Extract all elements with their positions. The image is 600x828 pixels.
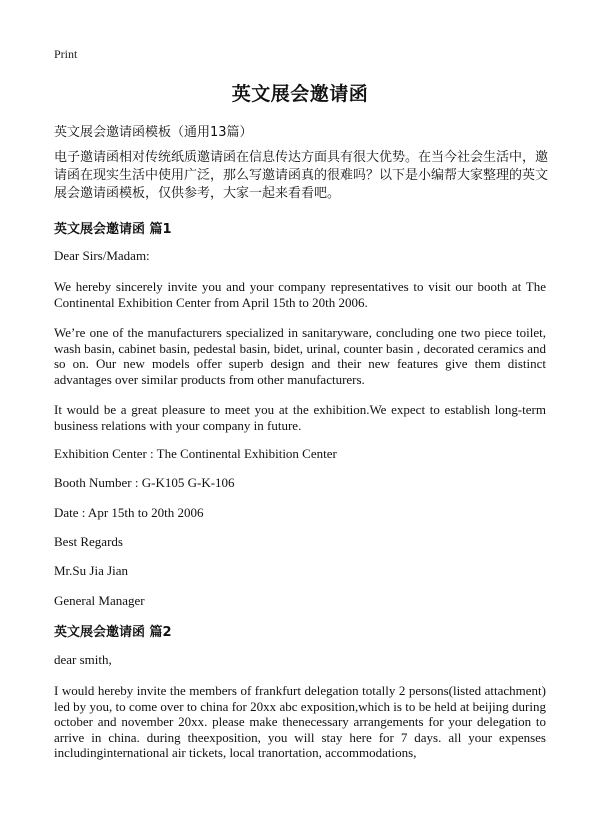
section-heading-2: 英文展会邀请函 篇2 (54, 625, 172, 640)
salutation-1: Dear Sirs/Madam: (54, 248, 150, 263)
paragraph-1-2: We’re one of the manufacturers specialized in sanitaryware, concluding one two piece toilet, wash basin, cabinet basin, pedestal basin, bidet, urinal, counter basin , decorated ceramics and so on. Our new models offer superb design and their new features give them distinct advantages over similar products from other manufacturers. (54, 325, 546, 387)
signer-name: Mr.Su Jia Jian (54, 563, 129, 578)
closing-line: Best Regards (54, 534, 123, 549)
exhibition-center-line: Exhibition Center : The Continental Exhibition Center (54, 446, 337, 461)
paragraph-2-1: I would hereby invite the members of frankfurt delegation totally 2 persons(listed attachment) led by you, to come over to china for 20xx abc exposition,which is to be held at beijing during october and november 20xx. please make thenecessary arrangements for your delegation to arrive in china. during theexposition, you will stay here for 7 days. all your expenses includinginternational air tickets, local tranortation, accommodations, (54, 683, 546, 760)
paragraph-1-3: It would be a great pleasure to meet you at the exhibition.We expect to establish long-term business relations with your company in future. (54, 402, 546, 433)
section-heading-1: 英文展会邀请函 篇1 (54, 222, 172, 237)
intro-paragraph: 电子邀请函相对传统纸质邀请函在信息传达方面具有很大优势。在当今社会生活中，邀请函在现实生活中使用广泛，那么写邀请函真的很难吗？以下是小编帮大家整理的英文展会邀请函模板，仅供参考，大家一起来看看吧。 (54, 150, 549, 201)
document-subtitle: 英文展会邀请函模板（通用13篇） (54, 125, 253, 140)
booth-number-line: Booth Number : G-K105 G-K-106 (54, 475, 235, 490)
date-line: Date : Apr 15th to 20th 2006 (54, 505, 204, 520)
paragraph-1-1: We hereby sincerely invite you and your company representatives to visit our booth at The Continental Exhibition Center from April 15th to 20th 2006. (54, 279, 546, 310)
page-title: 英文展会邀请函 (231, 83, 369, 105)
salutation-2: dear smith, (54, 652, 112, 667)
print-link[interactable]: Print (54, 47, 78, 61)
signer-title: General Manager (54, 593, 145, 608)
